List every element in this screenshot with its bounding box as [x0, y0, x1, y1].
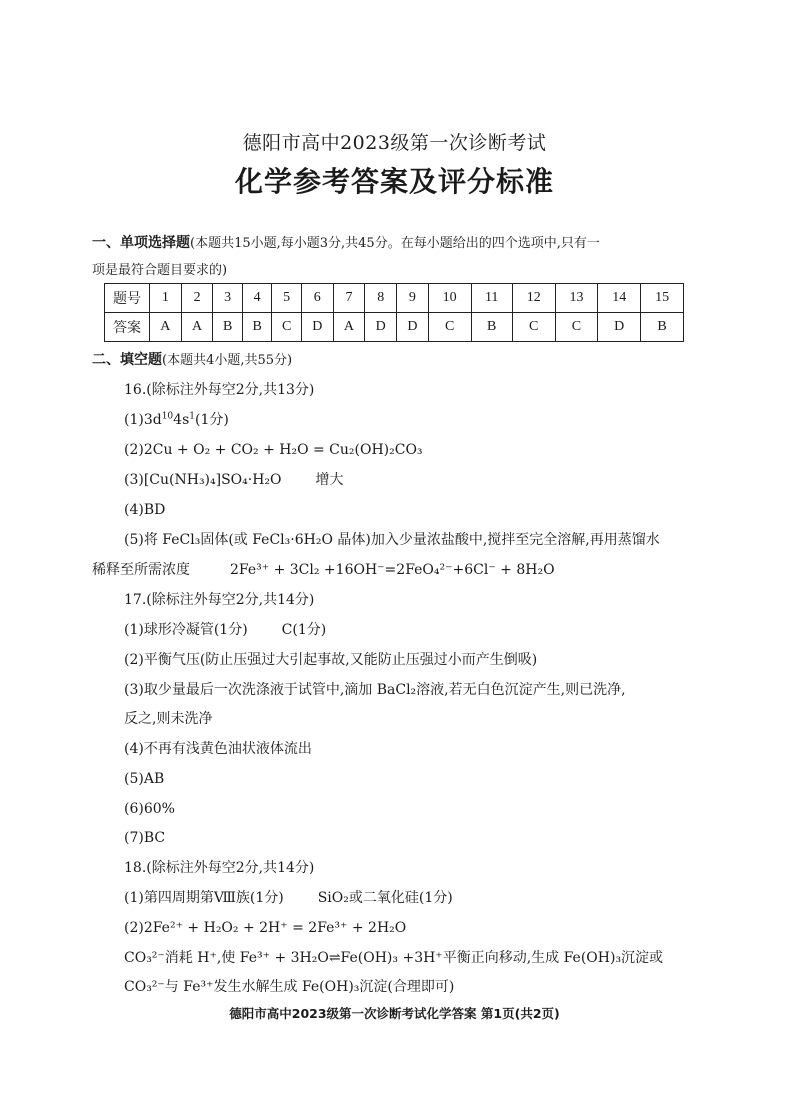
section2-note: (本题共4小题,共55分): [162, 353, 293, 368]
q18-part2-explanation-line2: CO₃²⁻与 Fe³⁺发生水解生成 Fe(OH)₃沉淀(合理即可): [124, 979, 455, 995]
question-number: 4: [242, 284, 271, 313]
q16-part2: (2)2Cu + O₂ + CO₂ + H₂O = Cu₂(OH)₂CO₃: [124, 442, 423, 458]
q16-part1-sup2: 1: [189, 411, 195, 422]
q16-part1: [124, 410, 704, 430]
question-number: 5: [272, 284, 301, 313]
q18-part1-a: (1)第四周期第Ⅷ族(1分): [124, 890, 284, 906]
q16-part1-score: (1分): [194, 412, 229, 428]
q16-heading: 16.(除标注外每空2分,共13分): [124, 382, 315, 398]
q17-part3-line1: (3)取少量最后一次洗涤液于试管中,滴加 BaCl₂溶液,若无白色沉淀产生,则已洗净,: [124, 682, 626, 698]
q16-part5-text: 稀释至所需浓度: [92, 562, 190, 578]
q17-part1: [124, 620, 704, 640]
answer-cell: C: [428, 313, 471, 342]
page-footer: 德阳市高中2023级第一次诊断考试化学答案 第1页(共2页): [229, 1006, 560, 1021]
question-number: 7: [333, 284, 365, 313]
question-number: 8: [365, 284, 397, 313]
q16-part5-line2: [92, 560, 672, 580]
question-number: 10: [428, 284, 471, 313]
q17-part2: (2)平衡气压(防止压强过大引起事故,又能防止压强过小而产生倒吸): [124, 652, 538, 668]
q18-part1-b: SiO₂或二氧化硅(1分): [317, 890, 453, 906]
q17-part6: (6)60%: [124, 801, 175, 817]
answer-cell: A: [150, 313, 182, 342]
answer-cell: B: [213, 313, 242, 342]
q17-part4: (4)不再有浅黄色油状液体流出: [124, 741, 312, 757]
question-number: 13: [555, 284, 598, 313]
q16-part1-text: (1)3d: [124, 412, 162, 428]
row-label-answer: 答案: [105, 313, 150, 342]
question-number: 2: [181, 284, 213, 313]
answer-row: [105, 313, 684, 342]
answer-cell: D: [365, 313, 397, 342]
q16-part1-mid: 4s: [173, 412, 190, 428]
answer-cell: B: [471, 313, 512, 342]
section2-header: [92, 348, 697, 373]
question-number: 11: [471, 284, 512, 313]
q17-part1-b: C(1分): [281, 622, 327, 638]
question-number: 6: [301, 284, 333, 313]
answer-cell: C: [512, 313, 555, 342]
answer-table: [104, 283, 684, 342]
q18-heading: 18.(除标注外每空2分,共14分): [124, 860, 315, 876]
q17-part5: (5)AB: [124, 771, 165, 787]
question-number: 1: [150, 284, 182, 313]
section1-note: (本题共15小题,每小题3分,共45分。在每小题给出的四个选项中,只有一: [190, 236, 600, 251]
answer-cell: D: [397, 313, 429, 342]
answer-cell: B: [242, 313, 271, 342]
q17-part1-a: (1)球形冷凝管(1分): [124, 622, 248, 638]
section1-note-cont: [92, 258, 697, 283]
question-number-row: [105, 284, 684, 313]
answer-cell: D: [301, 313, 333, 342]
question-number: 3: [213, 284, 242, 313]
q18-part1: [124, 888, 704, 908]
section1-heading: 一、单项选择题: [92, 235, 190, 251]
question-number: 9: [397, 284, 429, 313]
q16-part3-formula: (3)[Cu(NH₃)₄]SO₄·H₂O: [124, 472, 282, 488]
q16-part3-answer: 增大: [315, 472, 344, 488]
q17-part7: (7)BC: [124, 830, 166, 846]
question-number: 15: [641, 284, 684, 313]
answer-cell: B: [641, 313, 684, 342]
answer-cell: D: [598, 313, 641, 342]
answer-cell: C: [272, 313, 301, 342]
exam-subtitle: 德阳市高中2023级第一次诊断考试: [242, 132, 547, 154]
q16-part3: [124, 470, 704, 490]
answer-cell: C: [555, 313, 598, 342]
question-number: 14: [598, 284, 641, 313]
row-label-question: 题号: [105, 284, 150, 313]
q16-part4: (4)BD: [124, 502, 166, 518]
q16-part5-equation: 2Fe³⁺ + 3Cl₂ +16OH⁻=2FeO₄²⁻+6Cl⁻ + 8H₂O: [230, 562, 555, 578]
section2-heading: 二、填空题: [92, 352, 162, 368]
document-title: 化学参考答案及评分标准: [234, 165, 554, 198]
q17-heading: 17.(除标注外每空2分,共14分): [124, 592, 315, 608]
q18-part2-explanation-line1: CO₃²⁻消耗 H⁺,使 Fe³⁺ + 3H₂O⇌Fe(OH)₃ +3H⁺平衡正向移动,生成 Fe(OH)₃沉淀或: [124, 950, 664, 966]
answer-cell: A: [181, 313, 213, 342]
answer-cell: A: [333, 313, 365, 342]
section1-header: [92, 231, 697, 256]
question-number: 12: [512, 284, 555, 313]
q16-part5-line1: (5)将 FeCl₃固体(或 FeCl₃·6H₂O 晶体)加入少量浓盐酸中,搅拌至完全溶解,再用蒸馏水: [124, 532, 660, 548]
section1-note-line2: 项是最符合题目要求的): [92, 263, 228, 278]
q17-part3-line2: 反之,则未洗净: [124, 711, 213, 727]
q18-part2: (2)2Fe²⁺ + H₂O₂ + 2H⁺ = 2Fe³⁺ + 2H₂O: [124, 920, 407, 936]
q16-part1-sup1: 10: [161, 411, 174, 422]
